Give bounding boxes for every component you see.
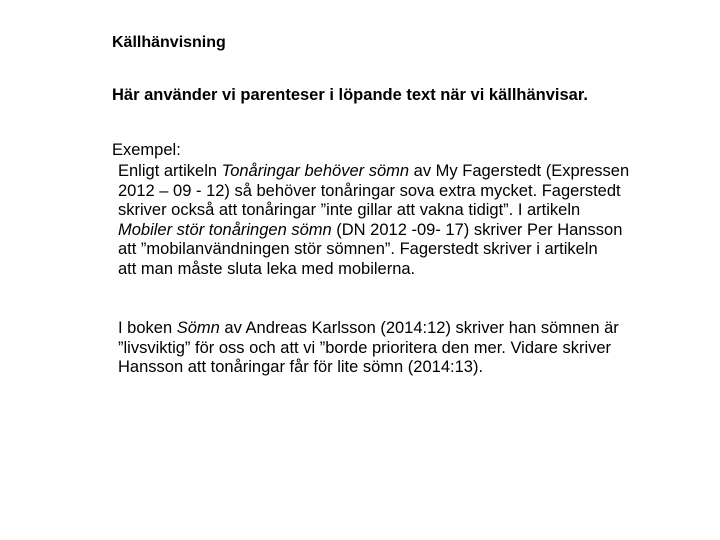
- paragraph-line: [118, 162, 708, 182]
- paragraph-line: Hansson att tonåringar får för lite sömn (2014:13).: [118, 358, 484, 376]
- article-title: Tonåringar behöver sömn: [221, 162, 410, 180]
- example-label: Exempel:: [112, 141, 181, 159]
- line-text: av My Fagerstedt (Expressen: [409, 162, 630, 180]
- line-text: (DN 2012 -09- 17) skriver Per Hansson: [331, 220, 623, 239]
- paragraph-line: ”livsviktig” för oss och att vi ”borde prioritera den mer. Vidare skriver: [118, 338, 612, 357]
- page-title: Källhänvisning: [112, 34, 226, 51]
- book-title: Sömn: [176, 319, 220, 337]
- example-paragraph-1: [118, 162, 708, 279]
- paragraph-line: [118, 319, 708, 339]
- paragraph-line: [118, 221, 708, 241]
- line-text: I boken: [118, 319, 177, 337]
- paragraph-line: skriver också att tonåringar ”inte gillar att vakna tidigt”. I artikeln: [118, 201, 581, 219]
- paragraph-line: att ”mobilanvändningen stör sömnen”. Fagerstedt skriver i artikeln: [118, 240, 598, 258]
- example-paragraph-2: [118, 319, 708, 378]
- line-text: av Andreas Karlsson (2014:12) skriver han sömnen är: [219, 319, 619, 337]
- intro-text: Här använder vi parenteser i löpande text när vi källhänvisar.: [112, 86, 588, 104]
- article-title: Mobiler stör tonåringen sömn: [118, 220, 332, 239]
- paragraph-line: 2012 – 09 - 12) så behöver tonåringar sova extra mycket. Fagerstedt: [118, 181, 621, 200]
- paragraph-line: att man måste sluta leka med mobilerna.: [118, 259, 416, 278]
- line-text: Enligt artikeln: [118, 162, 222, 180]
